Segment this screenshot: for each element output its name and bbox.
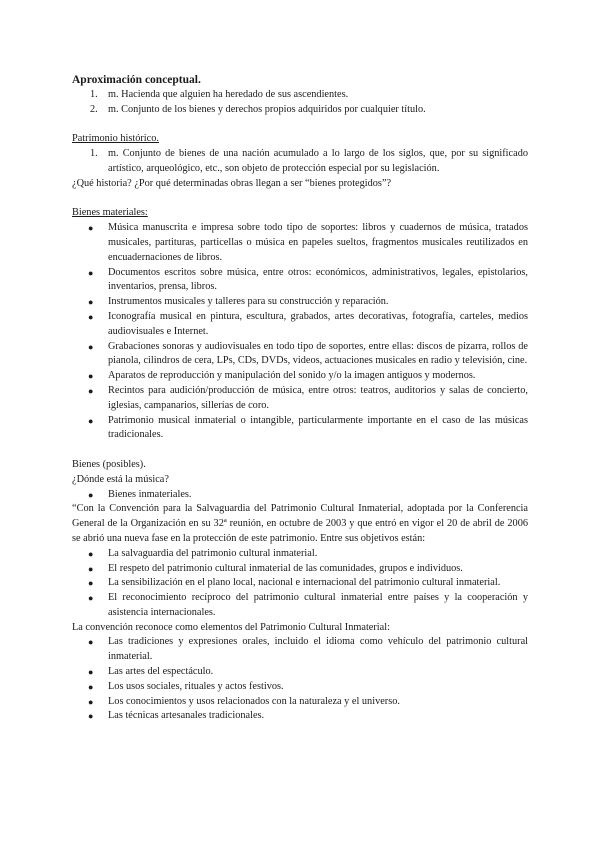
list-item: ● Los conocimientos y usos relacionados con la naturaleza y el universo.	[72, 695, 528, 710]
list-item: ● El respeto del patrimonio cultural inmaterial de las comunidades, grupos e individuos.	[72, 562, 528, 577]
list-item: ● Las técnicas artesanales tradicionales.	[72, 709, 528, 724]
list-item: ● Las tradiciones y expresiones orales, incluido el idioma como vehículo del patrimonio cultural inmaterial.	[88, 636, 528, 663]
section-title-bienes-materiales: Bienes materiales:	[72, 207, 148, 219]
bullet-icon: ●	[88, 385, 94, 396]
objetivos-list	[72, 547, 528, 621]
list-item: ● Aparatos de reproducción y manipulación del sonido y/o la imagen antiguos y modernos.	[72, 369, 528, 384]
document-page	[72, 72, 528, 724]
list-item: ● Música manuscrita e impresa sobre todo tipo de soportes: libros y cuadernos de música, tratados musicales, partituras, particellas o música en papeles sueltos, fragmentos musicales reutilizados en encuadernaciones de libros.	[88, 222, 528, 263]
list-item: ● La salvaguardia del patrimonio cultural inmaterial.	[72, 547, 528, 562]
bullet-icon: ●	[88, 415, 94, 426]
list-item: ● El reconocimiento recíproco del patrimonio cultural inmaterial entre países y la cooperación y asistencia internacionales.	[88, 592, 528, 618]
bullet-icon: ●	[88, 489, 94, 500]
list-item: ● Recintos para audición/producción de música, entre otros: teatros, auditorios y salas de concierto, iglesias, campanarios, sillerías de coro.	[88, 384, 528, 411]
list-item: ● Las artes del espectáculo.	[72, 665, 528, 680]
elementos-list	[72, 635, 528, 724]
list-item: 2. m. Conjunto de los bienes y derechos propios adquiridos por cualquier título.	[90, 103, 426, 115]
list-item: ● Grabaciones sonoras y audiovisuales en todo tipo de soportes, entre ellas: discos de pizarra, rollos de pianola, cilindros de cera, LPs, CDs, DVDs, videos, actuaciones musicales en radio y televisión, cine.	[88, 340, 528, 367]
convencion-reconoce-line: La convención reconoce como elementos del Patrimonio Cultural Inmaterial:	[72, 621, 390, 633]
bullet-icon: ●	[88, 267, 94, 278]
bullet-icon: ●	[88, 637, 94, 648]
bullet-icon: ●	[88, 711, 94, 722]
bullet-icon: ●	[88, 563, 94, 574]
list-item: ● Patrimonio musical inmaterial o intangible, particularmente importante en el caso de las músicas tradicionales.	[88, 414, 528, 441]
section-title-patrimonio-historico: Patrimonio histórico.	[72, 133, 159, 145]
aproximacion-list	[72, 88, 528, 118]
list-item: ● Instrumentos musicales y talleres para su construcción y reparación.	[72, 295, 528, 310]
bullet-icon: ●	[88, 341, 94, 352]
bullet-icon: ●	[88, 578, 94, 589]
convencion-quote: “Con la Convención para la Salvaguardia del Patrimonio Cultural Inmaterial, adoptada por la Conferencia General de la Organización en su 32ª reunión, en octubre de 2003 y que entró en vigor el 20 de abril de 2006 se abrió una nueva fase en la protección de este patrimonio. Entre sus objetivos están:	[72, 503, 528, 544]
inmateriales-list	[72, 488, 528, 503]
list-item: ● Iconografía musical en pintura, escultura, grabados, artes decorativas, fotografía, carteles, medios audiovisuales e Internet.	[88, 310, 528, 337]
bullet-icon: ●	[88, 297, 94, 308]
bullet-icon: ●	[88, 223, 94, 234]
list-item: ● La sensibilización en el plano local, nacional e internacional del patrimonio cultural inmaterial.	[72, 576, 528, 591]
list-item: 1. m. Conjunto de bienes de una nación acumulado a lo largo de los siglos, que, por su significado artístico, arqueológico, etc., son objeto de protección especial por su legislación.	[90, 148, 528, 174]
section-title-aproximacion: Aproximación conceptual.	[72, 74, 201, 86]
list-item: 1. m. Hacienda que alguien ha heredado de sus ascendientes.	[90, 89, 349, 100]
bullet-icon: ●	[88, 681, 94, 692]
bienes-posibles-line: Bienes (posibles).	[72, 458, 146, 470]
list-item: ● Documentos escritos sobre música, entre otros: económicos, administrativos, legales, epistolarios, inventarios, prensa, libros.	[88, 266, 528, 293]
historico-list	[72, 147, 528, 177]
bullet-icon: ●	[88, 667, 94, 678]
donde-musica-line: ¿Dónde está la música?	[72, 473, 169, 485]
bullet-icon: ●	[88, 696, 94, 707]
bullet-icon: ●	[88, 593, 94, 604]
list-item: ● Los usos sociales, rituales y actos festivos.	[72, 680, 528, 695]
materiales-list	[72, 221, 528, 443]
bullet-icon: ●	[88, 548, 94, 559]
bullet-icon: ●	[88, 371, 94, 382]
list-item: ● Bienes inmateriales.	[72, 488, 528, 503]
bullet-icon: ●	[88, 311, 94, 322]
historico-question: ¿Qué historia? ¿Por qué determinadas obras llegan a ser “bienes protegidos”?	[72, 177, 392, 189]
